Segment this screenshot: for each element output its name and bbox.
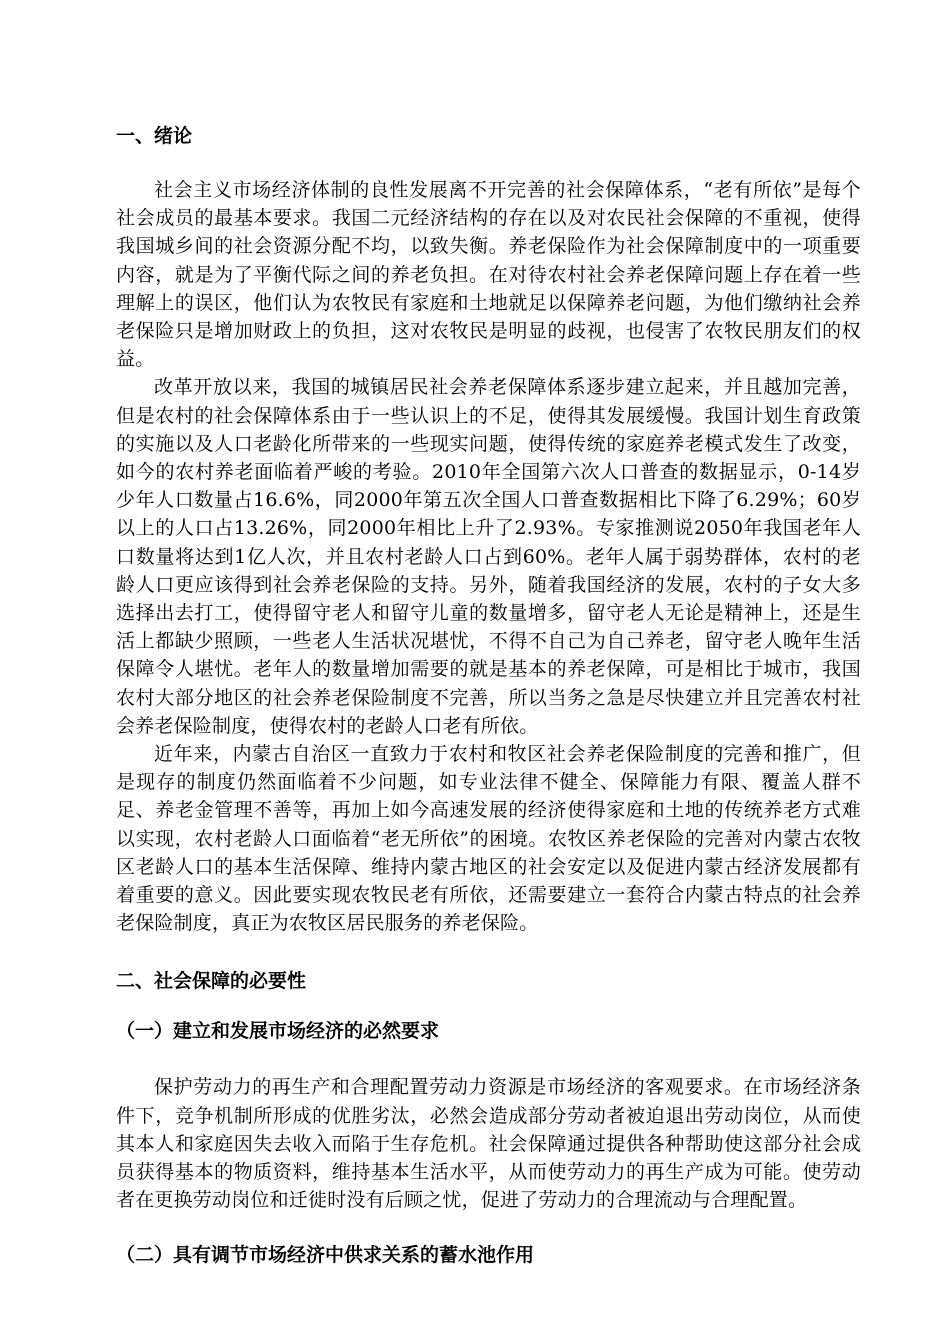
section-heading-necessity: 二、社会保障的必要性 <box>116 970 307 993</box>
section-heading-intro: 一、绪论 <box>116 125 193 147</box>
paragraph: 社会主义市场经济体制的良性发展离不开完善的社会保障体系，“老有所依”是每个社会成员的最基本要求。我国二元经济结构的存在以及对农民社会保障的不重视，使得我国城乡间的社会资源分配不均，以致失衡。养老保险作为社会保障制度中的一项重要内容，就是为了平衡代际之间的养老负担。在对待农村社会养老保障问题上存在着一些理解上的误区，他们认为农牧民有家庭和土地就足以保障养老问题，为他们缴纳社会养老保险只是增加财政上的负担，这对农牧民是明显的歧视，也侵害了农牧民朋友们的权益。 <box>116 179 861 371</box>
paragraph: 改革开放以来，我国的城镇居民社会养老保障体系逐步建立起来，并且越加完善，但是农村的社会保障体系由于一些认识上的不足，使得其发展缓慢。我国计划生育政策的实施以及人口老龄化所带来的一些现实问题，使得传统的家庭养老模式发生了改变，如今的农村养老面临着严峻的考验。2010年全国第六次人口普查的数据显示，0-14岁少年人口数量占16.6%，同2000年第五次全国人口普查数据相比下降了6.29%；60岁以上的人口占13.26%，同2000年相比上升了2.93%。专家推测说2050年我国老年人口数量将达到1亿人次，并且农村老龄人口占到60%。老年人属于弱势群体，农村的老龄人口更应该得到社会养老保险的支持。另外，随着我国经济的发展，农村的子女大多选择出去打工，使得留守老人和留守儿童的数量增多，留守老人无论是精神上，还是生活上都缺少照顾，一些老人生活状况堪忧，不得不自己为自己养老，留守老人晚年生活保障令人堪忧。老年人的数量增加需要的就是基本的养老保障，可是相比于城市，我国农村大部分地区的社会养老保险制度不完善，所以当务之急是尽快建立并且完善农村社会养老保险制度，使得农村的老龄人口老有所依。 <box>116 376 861 737</box>
subsection-heading: （一）建立和发展市场经济的必然要求 <box>116 1020 440 1043</box>
document-body <box>116 118 861 1269</box>
paragraph: 保护劳动力的再生产和合理配置劳动力资源是市场经济的客观要求。在市场经济条件下，竞争机制所形成的优胜劣汰，必然会造成部分劳动者被迫退出劳动岗位，从而使其本人和家庭因失去收入而陷于生存危机。社会保障通过提供各种帮助使这部分社会成员获得基本的物质资料，维持基本生活水平，从而使劳动力的再生产成为可能。使劳动者在更换劳动岗位和迁徙时没有后顾之忧，促进了劳动力的合理流动与合理配置。 <box>116 1076 861 1212</box>
paragraph: 近年来，内蒙古自治区一直致力于农村和牧区社会养老保险制度的完善和推广，但是现存的制度仍然面临着不少问题，如专业法律不健全、保障能力有限、覆盖人群不足、养老金管理不善等，再加上如今高速发展的经济使得家庭和土地的传统养老方式难以实现，农村老龄人口面临着“老无所依”的困境。农牧区养老保险的完善对内蒙古农牧区老龄人口的基本生活保障、维持内蒙古地区的社会安定以及促进内蒙古经济发展都有着重要的意义。因此要实现农牧民老有所依，还需要建立一套符合内蒙古特点的社会养老保险制度，真正为农牧区居民服务的养老保险。 <box>116 743 861 935</box>
subsection-heading: （二）具有调节市场经济中供求关系的蓄水池作用 <box>116 1243 535 1266</box>
